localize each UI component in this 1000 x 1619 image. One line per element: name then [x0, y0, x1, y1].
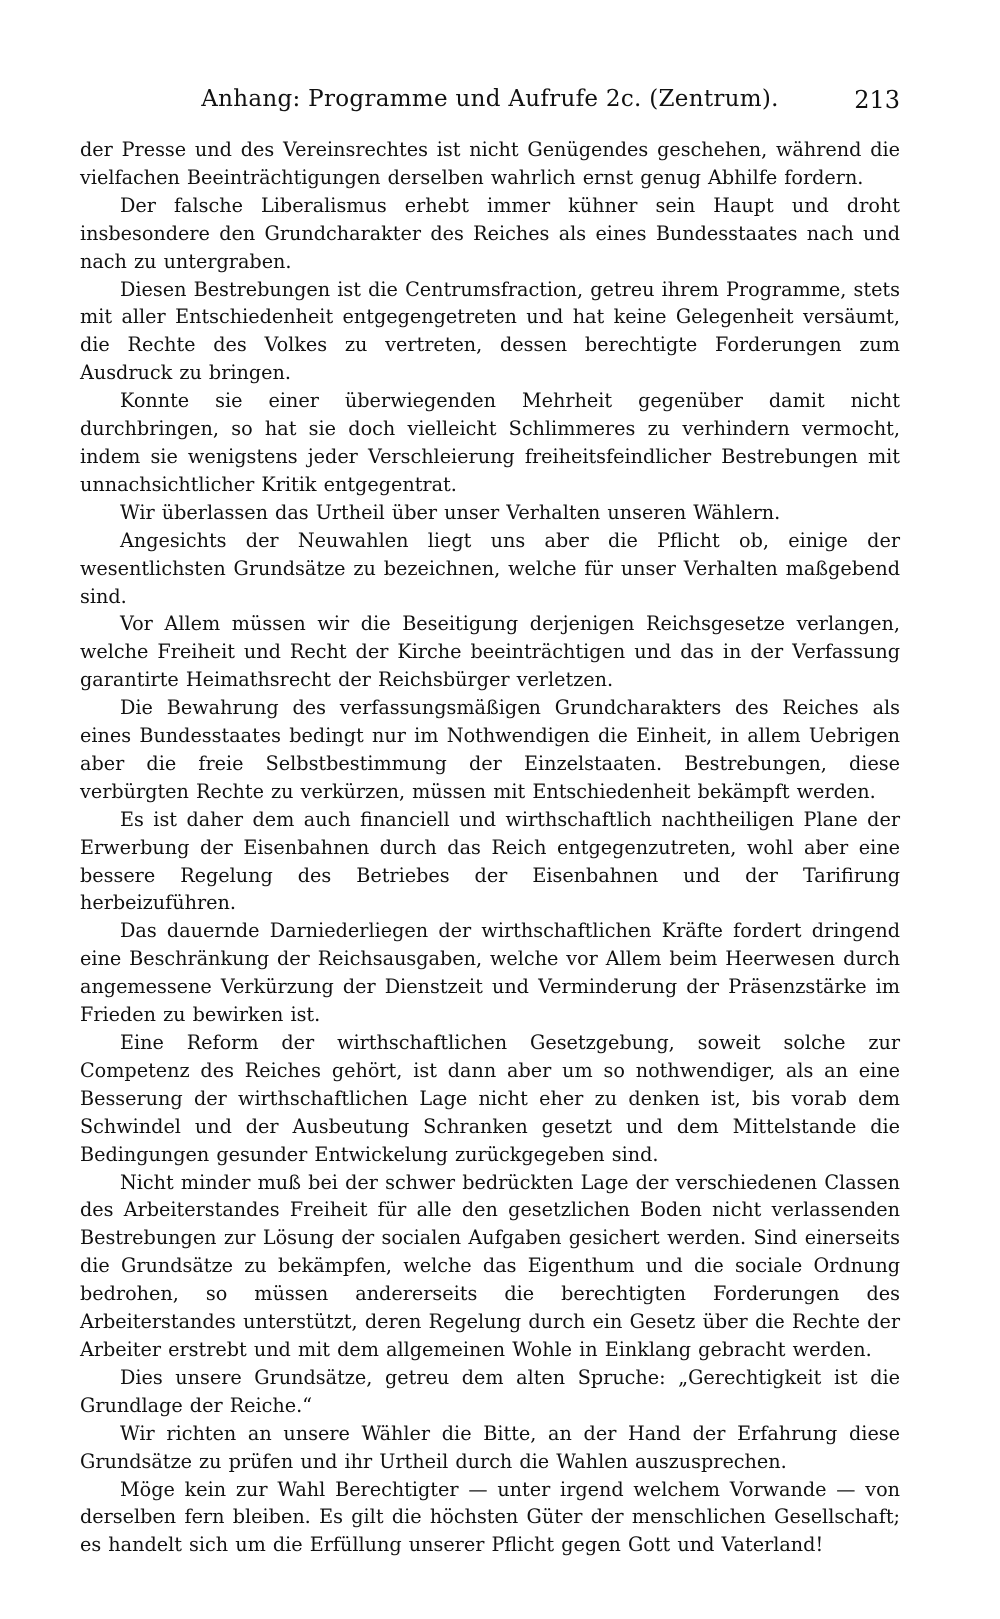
- paragraph: der Presse und des Vereinsrechtes ist nicht Genügendes geschehen, während die vielfachen Beeinträchtigungen derselben wahrlich ernst genug Abhilfe fordern.: [80, 138, 900, 189]
- paragraph: Konnte sie einer überwiegenden Mehrheit gegenüber damit nicht durchbringen, so hat sie doch vielleicht Schlimmeres zu verhindern vermocht, indem sie wenigstens jeder Verschleierung freiheitsfeindlicher Bestrebungen mit unnachsichtlicher Kritik entgegentrat.: [80, 389, 900, 496]
- paragraph: Diesen Bestrebungen ist die Centrumsfraction, getreu ihrem Programme, stets mit aller Entschiedenheit entgegengetreten und hat keine Gelegenheit versäumt, die Rechte des Volkes zu vertreten, dessen berechtigte Forderungen zum Ausdruck zu bringen.: [80, 277, 900, 385]
- paragraph: Der falsche Liberalismus erhebt immer kühner sein Haupt und droht insbesondere den Grundcharakter des Reiches als eines Bundesstaates nach und nach zu untergraben.: [80, 193, 900, 273]
- paragraph: Eine Reform der wirthschaftlichen Gesetzgebung, soweit solche zur Competenz des Reiches gehört, ist dann aber um so nothwendiger, als an eine Besserung der wirthschaftlichen Lage nicht eher zu denken ist, bis vorab dem Schwindel und der Ausbeutung Schranken gesetzt und dem Mittelstande die Bedingungen gesunder Entwickelung zurückgegeben sind.: [80, 1031, 900, 1166]
- paragraph: Möge kein zur Wahl Berechtigter — unter irgend welchem Vorwande — von derselben fern bleiben. Es gilt die höchsten Güter der menschlichen Gesellschaft; es handelt sich um die Erfüllung unserer Pflicht gegen Gott und Vaterland!: [80, 1477, 900, 1557]
- page-header: [80, 86, 900, 122]
- paragraph: Das dauernde Darniederliegen der wirthschaftlichen Kräfte fordert dringend eine Beschränkung der Reichsausgaben, welche vor Allem beim Heerwesen durch angemessene Verkürzung der Dienstzeit und Verminderung der Präsenzstärke im Frieden zu bewirken ist.: [80, 919, 900, 1027]
- paragraph: Wir richten an unsere Wähler die Bitte, an der Hand der Erfahrung diese Grundsätze zu prüfen und ihr Urtheil durch die Wahlen auszusprechen.: [80, 1421, 900, 1473]
- paragraph: Dies unsere Grundsätze, getreu dem alten Spruche: „Gerechtigkeit ist die Grundlage der Reiche.“: [80, 1365, 900, 1417]
- running-head: Anhang: Programme und Aufrufe 2c. (Zentrum).: [201, 86, 779, 112]
- paragraph: Wir überlassen das Urtheil über unser Verhalten unseren Wählern.: [120, 500, 781, 524]
- paragraph: Die Bewahrung des verfassungsmäßigen Grundcharakters des Reiches als eines Bundesstaates bedingt nur im Nothwendigen die Einheit, in allem Uebrigen aber die freie Selbstbestimmung der Einzelstaaten. Bestrebungen, diese verbürgten Rechte zu verkürzen, müssen mit Entschiedenheit bekämpft werden.: [80, 696, 900, 803]
- paragraph: Angesichts der Neuwahlen liegt uns aber die Pflicht ob, einige der wesentlichsten Grundsätze zu bezeichnen, welche für unser Verhalten maßgebend sind.: [80, 528, 900, 608]
- paragraph: Vor Allem müssen wir die Beseitigung derjenigen Reichsgesetze verlangen, welche Freiheit und Recht der Kirche beeinträchtigen und das in der Verfassung garantirte Heimathsrecht der Reichsbürger verletzen.: [80, 612, 900, 692]
- document-page: [80, 86, 900, 1559]
- paragraph: Nicht minder muß bei der schwer bedrückten Lage der verschiedenen Classen des Arbeiterstandes Freiheit für alle den gesetzlichen Boden nicht verlassenden Bestrebungen zur Lösung der socialen Aufgaben gesichert werden. Sind einerseits die Grundsätze zu bekämpfen, welche das Eigenthum und die sociale Ordnung bedrohen, so müssen andererseits die berechtigten Forderungen des Arbeiterstandes unterstützt, deren Regelung durch ein Gesetz über die Rechte der Arbeiter erstrebt und mit dem allgemeinen Wohle in Einklang gebracht werden.: [80, 1170, 900, 1361]
- page-number: 213: [854, 86, 900, 114]
- body-text: [80, 136, 900, 1559]
- paragraph: Es ist daher dem auch financiell und wirthschaftlich nachtheiligen Plane der Erwerbung der Eisenbahnen durch das Reich entgegenzutreten, wohl aber eine bessere Regelung des Betriebes der Eisenbahnen und der Tarifirung herbeizuführen.: [80, 807, 900, 915]
